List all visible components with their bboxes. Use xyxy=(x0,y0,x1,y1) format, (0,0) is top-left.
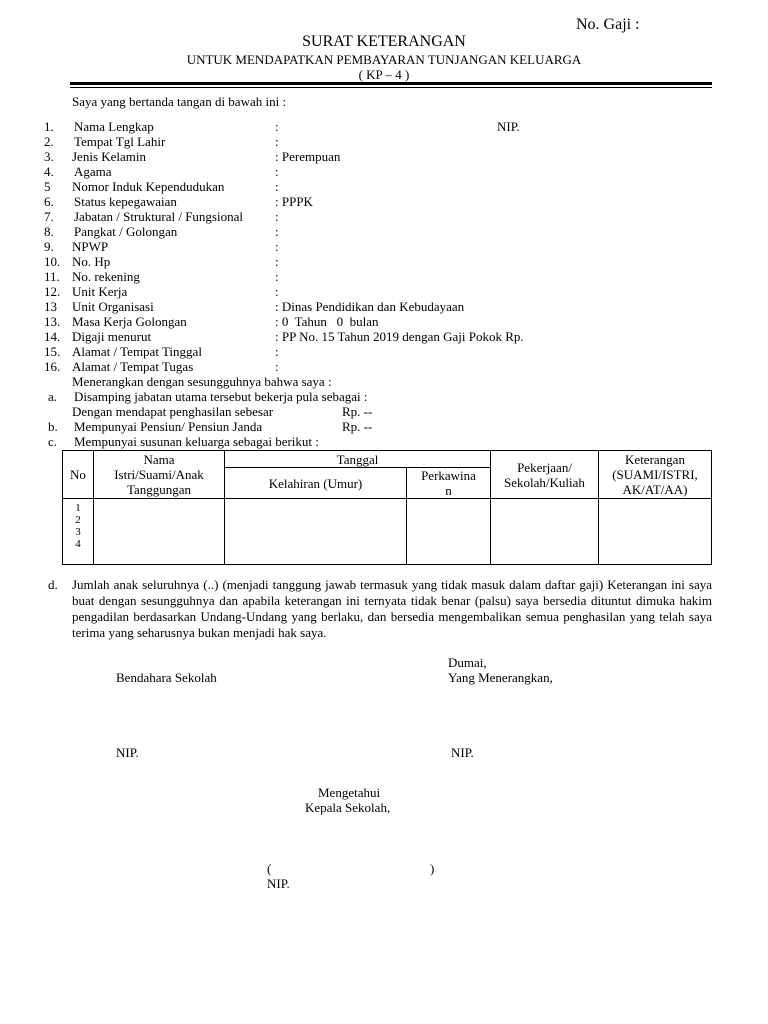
col-header-no: No xyxy=(63,451,94,499)
field-value: : xyxy=(275,269,279,284)
col-header-keterangan-line2: (SUAMI/ISTRI, xyxy=(612,467,698,482)
cell-kelahiran xyxy=(225,499,407,565)
field-label: Jenis Kelamin xyxy=(72,149,147,164)
intro-text: Saya yang bertanda tangan di bawah ini : xyxy=(72,94,287,109)
field-value: : xyxy=(275,359,279,374)
field-num: 4. xyxy=(44,164,54,179)
item-a-letter: a. xyxy=(48,389,58,404)
family-table xyxy=(62,450,712,565)
field-value: : xyxy=(275,209,279,224)
field-label: Pangkat / Golongan xyxy=(74,224,178,239)
field-num: 14. xyxy=(44,329,61,344)
nip-right: NIP. xyxy=(451,745,474,760)
field-label: NPWP xyxy=(72,239,109,254)
item-a-income: Dengan mendapat penghasilan sebesar xyxy=(72,404,274,419)
row-number: 2 xyxy=(75,514,81,526)
col-header-keterangan xyxy=(599,451,712,499)
field-value: : xyxy=(275,164,279,179)
field-label: No. rekening xyxy=(72,269,140,284)
col-header-name-line2: Istri/Suami/Anak xyxy=(114,467,204,482)
header-rule-thin xyxy=(70,87,712,88)
item-a-text: Disamping jabatan utama tersebut bekerja pula sebagai : xyxy=(74,389,368,404)
item-b-text: Mempunyai Pensiun/ Pensiun Janda xyxy=(74,419,263,434)
col-header-perkawinan-line1: Perkawina xyxy=(421,468,476,483)
field-value: : xyxy=(275,179,279,194)
field-value: : xyxy=(275,119,279,134)
field-label: No. Hp xyxy=(72,254,111,269)
field-value: : xyxy=(275,284,279,299)
cell-keterangan xyxy=(599,499,712,565)
field-value: : xyxy=(275,134,279,149)
item-c-text: Mempunyai susunan keluarga sebagai berikut : xyxy=(74,434,319,449)
nip-bottom: NIP. xyxy=(267,876,290,891)
field-value: : PP No. 15 Tahun 2019 dengan Gaji Pokok Rp. xyxy=(275,329,524,344)
col-header-kelahiran: Kelahiran (Umur) xyxy=(225,468,407,499)
field-num: 16. xyxy=(44,359,61,374)
header-rule-thick xyxy=(70,82,712,85)
field-value: : xyxy=(275,254,279,269)
item-d-paragraph: Jumlah anak seluruhnya (..) (menjadi tanggung jawab termasuk yang tidak masuk dalam daftar gaji) Keterangan ini saya buat dengan sesungguhnya dan apabila keterangan ini ternyata tidak benar (palsu) saya bersedia dituntut dimuka hakim pengadilan berdasarkan Undang-Undang yang berlaku, dan bersedia mengembalikan semua penghasilan yang telah saya terima yang seharusnya bukan menjadi hak saya. xyxy=(72,577,712,640)
col-header-pekerjaan-line2: Sekolah/Kuliah xyxy=(504,474,585,490)
nip-label: NIP. xyxy=(497,119,520,134)
field-label: Alamat / Tempat Tinggal xyxy=(72,344,202,359)
field-num: 10. xyxy=(44,254,61,269)
field-num: 12. xyxy=(44,284,61,299)
paren-close: ) xyxy=(430,861,435,876)
mengetahui-label: Mengetahui xyxy=(318,785,381,800)
field-value: : 0 Tahun 0 bulan xyxy=(275,314,379,329)
col-header-name xyxy=(94,451,225,499)
field-label: Tempat Tgl Lahir xyxy=(74,134,166,149)
col-header-keterangan-line3: AK/AT/AA) xyxy=(622,482,688,497)
document-code: ( KP – 4 ) xyxy=(358,67,410,82)
no-gaji-label: No. Gaji : xyxy=(576,16,640,33)
field-num: 8. xyxy=(44,224,54,239)
field-num: 6. xyxy=(44,194,54,209)
col-header-name-line3: Tanggungan xyxy=(126,482,192,497)
signature-place: Dumai, xyxy=(448,655,487,670)
item-b-letter: b. xyxy=(48,419,58,434)
field-value: : Dinas Pendidikan dan Kebudayaan xyxy=(275,299,465,314)
field-label: Unit Organisasi xyxy=(72,299,154,314)
row-numbers xyxy=(63,499,94,565)
field-num: 2. xyxy=(44,134,54,149)
col-header-pekerjaan xyxy=(491,451,599,499)
field-value: : xyxy=(275,224,279,239)
field-num: 13. xyxy=(44,314,61,329)
field-num: 15. xyxy=(44,344,61,359)
field-label: Jabatan / Struktural / Fungsional xyxy=(74,209,243,224)
field-num: 9. xyxy=(44,239,54,254)
menerangkan-label: Yang Menerangkan, xyxy=(448,670,553,685)
field-num: 13 xyxy=(44,299,57,314)
field-label: Alamat / Tempat Tugas xyxy=(72,359,194,374)
document-title: SURAT KETERANGAN xyxy=(302,33,466,50)
item-b-amount: Rp. -- xyxy=(342,419,373,434)
col-header-keterangan-line1: Keterangan xyxy=(625,452,685,467)
field-value: : Perempuan xyxy=(275,149,341,164)
field-num: 7. xyxy=(44,209,54,224)
field-label: Unit Kerja xyxy=(72,284,128,299)
row-number: 4 xyxy=(75,538,81,550)
field-num: 11. xyxy=(44,269,60,284)
declaration-text: Menerangkan dengan sesungguhnya bahwa saya : xyxy=(72,374,332,389)
row-number: 3 xyxy=(75,526,81,538)
item-a-amount: Rp. -- xyxy=(342,404,373,419)
field-num: 5 xyxy=(44,179,51,194)
field-label: Nomor Induk Kependudukan xyxy=(72,179,225,194)
field-value: : xyxy=(275,239,279,254)
bendahara-label: Bendahara Sekolah xyxy=(116,670,217,685)
col-header-tanggal: Tanggal xyxy=(225,451,491,468)
cell-pekerjaan xyxy=(491,499,599,565)
col-header-perkawinan-line2: n xyxy=(445,483,452,498)
field-label: Digaji menurut xyxy=(72,329,152,344)
col-header-name-line1: Nama xyxy=(143,452,175,467)
field-value: : xyxy=(275,344,279,359)
field-num: 1. xyxy=(44,119,54,134)
field-label: Nama Lengkap xyxy=(74,119,154,134)
field-label: Agama xyxy=(74,164,112,179)
col-header-perkawinan xyxy=(407,468,491,499)
item-c-letter: c. xyxy=(48,434,58,449)
kepala-sekolah-label: Kepala Sekolah, xyxy=(305,800,391,815)
item-d-letter: d. xyxy=(48,577,58,592)
col-header-pekerjaan-line1: Pekerjaan/ xyxy=(517,459,572,475)
field-value: : PPPK xyxy=(275,194,313,209)
paren-open: ( xyxy=(267,861,272,876)
cell-name xyxy=(94,499,225,565)
nip-left: NIP. xyxy=(116,745,139,760)
field-num: 3. xyxy=(44,149,54,164)
field-label: Status kepegawaian xyxy=(74,194,177,209)
cell-perkawinan xyxy=(407,499,491,565)
document-subtitle: UNTUK MENDAPATKAN PEMBAYARAN TUNJANGAN KELUARGA xyxy=(186,52,582,67)
row-number: 1 xyxy=(75,502,81,514)
field-label: Masa Kerja Golongan xyxy=(72,314,187,329)
